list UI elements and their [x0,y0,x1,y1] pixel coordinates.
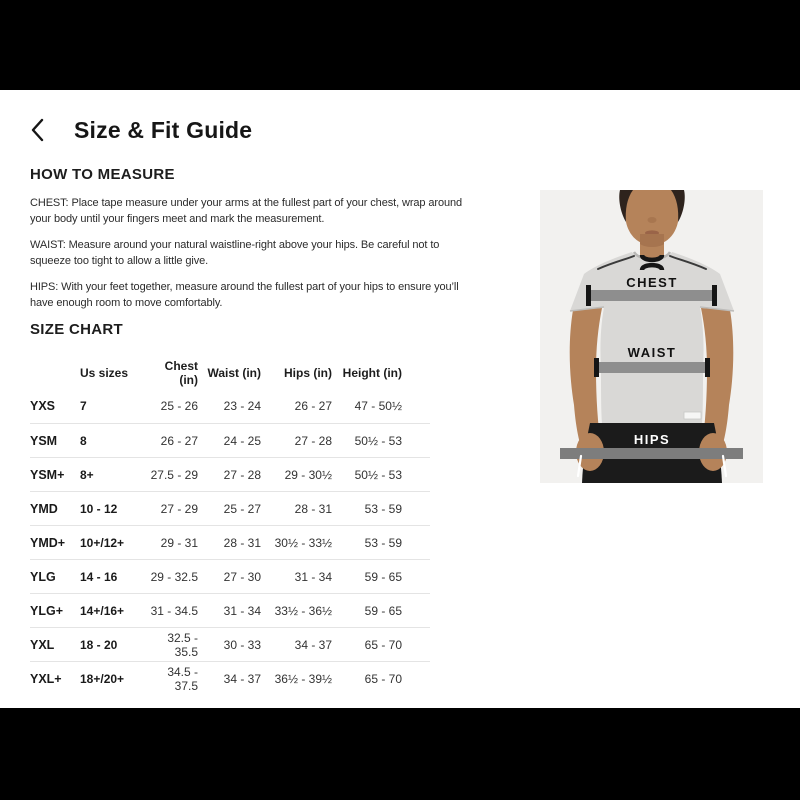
table-row [30,525,430,559]
cell-us-size: 8 [80,433,87,448]
cell-hips: 27 - 28 [294,433,332,448]
cell-height: 59 - 65 [364,569,402,584]
page-header [30,116,770,144]
cell-waist: 28 - 31 [223,535,261,550]
paragraph-line: squeeze too tight to allow a little give. [30,255,209,267]
cell-hips: 33½ - 36½ [274,603,332,618]
cell-waist: 25 - 27 [223,501,261,516]
table-row [30,627,430,661]
cell-chest: 34.5 - 37.5 [167,664,198,693]
cell-chest: 25 - 26 [160,399,198,413]
cell-chest: 32.5 - 35.5 [167,630,198,659]
size-table-header-row [30,359,430,385]
cell-height: 53 - 59 [364,535,402,550]
cell-us-size: 8+ [80,467,94,482]
cell-hips: 31 - 34 [294,569,332,584]
cell-height: 59 - 65 [364,603,402,618]
cell-waist: 27 - 30 [223,569,261,584]
paragraph-line: CHEST: Place tape measure under your arms at the fullest part of your chest, wrap around [30,197,463,209]
paragraph-line: WAIST: Measure around your natural waistline-right above your hips. Be careful not to [30,239,440,251]
chest-label: CHEST [626,275,678,290]
cell-height: 53 - 59 [364,501,402,516]
cell-size-code: YXL+ [30,671,62,686]
cell-us-size: 18 - 20 [80,637,118,652]
cell-us-size: 10 - 12 [80,501,118,516]
waist-band [598,362,706,373]
page-title: Size & Fit Guide [74,116,253,143]
cell-us-size: 14 - 16 [80,569,118,584]
cell-size-code: YMD+ [30,535,66,550]
cell-height: 65 - 70 [364,637,402,652]
paragraph-line: HIPS: With your feet together, measure around the fullest part of your hips to ensure you’ll [30,281,459,293]
cell-waist: 27 - 28 [223,467,261,482]
hips-label: HIPS [633,432,671,447]
cell-chest: 27.5 - 29 [150,467,198,482]
cell-size-code: YXS [30,399,56,413]
header-us-sizes: Us sizes [80,366,129,380]
table-row [30,389,430,423]
top-letterbox-bar [0,0,800,90]
cell-waist: 30 - 33 [223,637,261,652]
header-chest: Chest (in) [164,359,198,387]
header-hips: Hips (in) [284,366,332,380]
page-canvas [0,90,800,708]
header-height: Height (in) [342,366,402,380]
back-button[interactable] [30,117,56,143]
measurement-figure-illustration [540,190,763,483]
chevron-left-icon [30,118,45,142]
cell-us-size: 10+/12+ [80,535,125,550]
paragraph-line: your body until your fingers meet and mark the measurement. [30,213,325,225]
cell-size-code: YSM+ [30,467,65,482]
cell-hips: 26 - 27 [294,399,332,413]
cell-size-code: YSM [30,433,58,448]
size-chart-heading: SIZE CHART [30,321,123,338]
cell-height: 50½ - 53 [354,467,402,482]
cell-waist: 24 - 25 [223,433,261,448]
table-row [30,491,430,525]
cell-chest: 26 - 27 [160,433,198,448]
table-row [30,593,430,627]
table-row [30,457,430,491]
paragraph-line: have enough room to move comfortably. [30,297,223,309]
cell-waist: 23 - 24 [223,399,261,413]
cell-hips: 30½ - 33½ [274,535,332,550]
size-chart-table [30,359,430,695]
chest-band [590,290,714,301]
cell-waist: 34 - 37 [223,671,261,686]
cell-us-size: 18+/20+ [80,671,125,686]
cell-us-size: 14+/16+ [80,603,125,618]
cell-hips: 34 - 37 [294,637,332,652]
cell-chest: 27 - 29 [160,501,198,516]
cell-hips: 29 - 30½ [284,467,332,482]
cell-us-size: 7 [80,399,87,413]
fit-guide-photo [540,190,763,483]
header-waist: Waist (in) [207,366,261,380]
table-row [30,559,430,593]
table-row [30,423,430,457]
table-row [30,661,430,695]
cell-hips: 28 - 31 [294,501,332,516]
bottom-letterbox-bar [0,708,800,800]
shirt-hem-tag [684,412,701,419]
cell-chest: 29 - 31 [160,535,198,550]
cell-size-code: YXL [30,637,55,652]
cell-size-code: YLG+ [30,603,63,618]
size-table-body [30,389,430,695]
cell-height: 50½ - 53 [354,433,402,448]
cell-height: 47 - 50½ [354,399,402,413]
cell-chest: 31 - 34.5 [150,603,198,618]
cell-size-code: YMD [30,501,58,516]
cell-chest: 29 - 32.5 [150,569,198,584]
hips-band [560,448,743,459]
cell-size-code: YLG [30,569,56,584]
cell-hips: 36½ - 39½ [274,671,332,686]
waist-label: WAIST [627,345,677,360]
cell-height: 65 - 70 [364,671,402,686]
cell-waist: 31 - 34 [223,603,261,618]
how-to-measure-heading: HOW TO MEASURE [30,166,175,183]
